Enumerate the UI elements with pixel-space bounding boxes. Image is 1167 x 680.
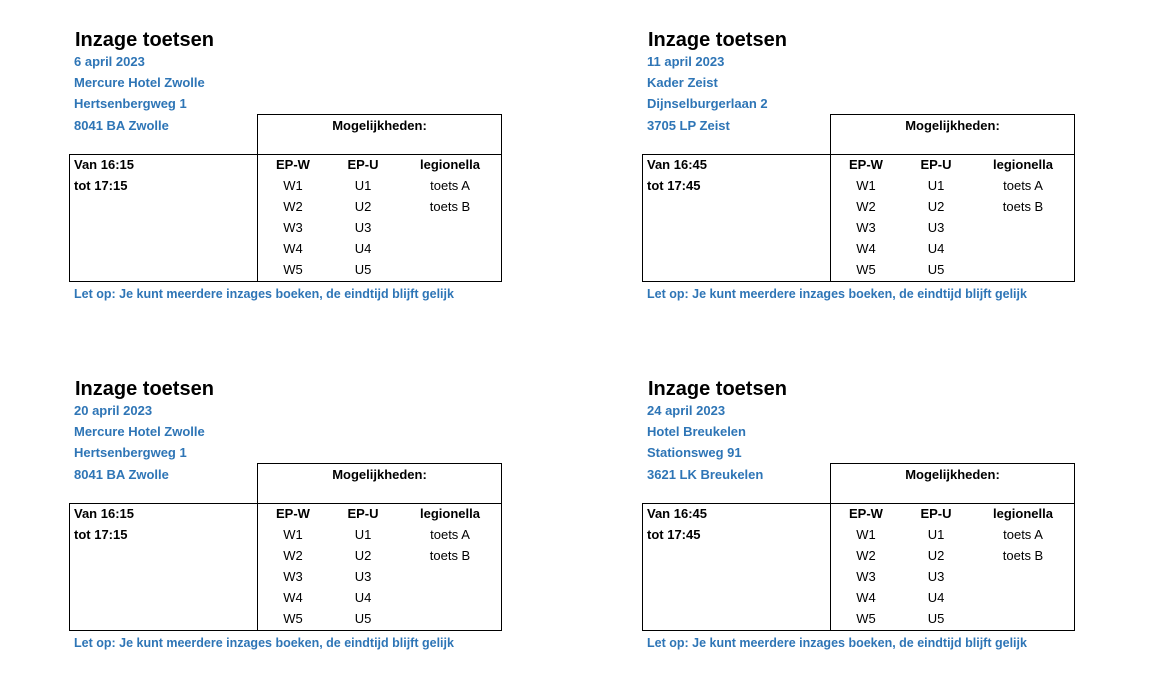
option-ep-u: U2 [927,548,945,563]
option-ep-w: W1 [283,527,303,542]
options-table [69,503,502,631]
option-ep-u: U3 [354,220,372,235]
time-from: Van 16:15 [74,157,134,172]
block-venue: Hotel Breukelen [647,424,746,439]
option-ep-w: W2 [856,199,876,214]
block-city: 8041 BA Zwolle [74,467,169,482]
options-header: Mogelijkheden: [332,118,427,133]
option-ep-u: U4 [354,241,372,256]
booking-note: Let op: Je kunt meerdere inzages boeken, de eindtijd blijft gelijk [647,287,1027,301]
time-until: tot 17:45 [647,178,701,193]
block-title: Inzage toetsen [648,29,787,51]
time-until: tot 17:45 [647,527,701,542]
booking-note: Let op: Je kunt meerdere inzages boeken, de eindtijd blijft gelijk [647,636,1027,650]
block-venue: Kader Zeist [647,75,718,90]
column-header-ep-w: EP-W [276,157,310,172]
block-street: Hertsenbergweg 1 [74,445,187,460]
option-ep-u: U4 [927,241,945,256]
option-legionella: toets A [1003,178,1043,193]
option-ep-w: W3 [283,569,303,584]
option-ep-u: U3 [927,220,945,235]
column-header-ep-w: EP-W [276,506,310,521]
block-city: 3621 LK Breukelen [647,467,764,482]
option-ep-w: W2 [283,548,303,563]
option-ep-u: U5 [927,262,945,277]
option-ep-w: W5 [283,262,303,277]
block-city: 3705 LP Zeist [647,118,730,133]
option-ep-w: W3 [856,569,876,584]
block-date: 6 april 2023 [74,54,145,69]
option-ep-w: W5 [856,262,876,277]
time-from: Van 16:45 [647,506,707,521]
options-header-box [257,463,502,503]
block-street: Stationsweg 91 [647,445,742,460]
schedule-block [642,28,1082,328]
time-until: tot 17:15 [74,178,128,193]
options-header-box [830,463,1075,503]
option-ep-u: U2 [354,548,372,563]
block-street: Dijnselburgerlaan 2 [647,96,768,111]
option-ep-u: U2 [354,199,372,214]
schedule-block [69,377,509,677]
option-ep-u: U1 [927,178,945,193]
block-street: Hertsenbergweg 1 [74,96,187,111]
block-title: Inzage toetsen [648,378,787,400]
options-header: Mogelijkheden: [905,467,1000,482]
option-ep-u: U5 [354,262,372,277]
block-date: 20 april 2023 [74,403,153,418]
column-header-legionella: legionella [993,157,1053,172]
options-header: Mogelijkheden: [905,118,1000,133]
block-date: 24 april 2023 [647,403,726,418]
option-ep-u: U1 [354,527,372,542]
block-venue: Mercure Hotel Zwolle [74,424,205,439]
option-legionella: toets B [429,548,471,563]
column-header-legionella: legionella [993,506,1053,521]
column-header-legionella: legionella [420,157,480,172]
option-legionella: toets A [430,178,470,193]
time-from: Van 16:45 [647,157,707,172]
block-title: Inzage toetsen [75,29,214,51]
schedule-block [69,28,509,328]
option-ep-w: W1 [856,527,876,542]
column-header-ep-w: EP-W [849,506,883,521]
option-legionella: toets B [1002,548,1044,563]
column-header-ep-u: EP-U [920,157,952,172]
booking-note: Let op: Je kunt meerdere inzages boeken, de eindtijd blijft gelijk [74,636,454,650]
option-ep-w: W4 [856,241,876,256]
option-ep-w: W4 [283,241,303,256]
options-table [642,154,1075,282]
option-legionella: toets B [429,199,471,214]
option-legionella: toets A [1003,527,1043,542]
block-date: 11 april 2023 [647,54,725,69]
options-table [69,154,502,282]
option-ep-w: W5 [856,611,876,626]
column-header-ep-u: EP-U [920,506,952,521]
option-ep-w: W2 [283,199,303,214]
column-header-legionella: legionella [420,506,480,521]
options-header-box [257,114,502,154]
block-city: 8041 BA Zwolle [74,118,169,133]
time-from: Van 16:15 [74,506,134,521]
option-legionella: toets B [1002,199,1044,214]
booking-note: Let op: Je kunt meerdere inzages boeken, de eindtijd blijft gelijk [74,287,454,301]
option-ep-u: U4 [927,590,945,605]
column-header-ep-u: EP-U [347,506,379,521]
option-ep-w: W1 [283,178,303,193]
schedule-block [642,377,1082,677]
column-header-ep-w: EP-W [849,157,883,172]
option-ep-w: W1 [856,178,876,193]
column-header-ep-u: EP-U [347,157,379,172]
time-until: tot 17:15 [74,527,128,542]
block-title: Inzage toetsen [75,378,214,400]
option-ep-u: U5 [927,611,945,626]
option-legionella: toets A [430,527,470,542]
option-ep-w: W5 [283,611,303,626]
option-ep-u: U5 [354,611,372,626]
option-ep-w: W4 [283,590,303,605]
option-ep-w: W4 [856,590,876,605]
option-ep-u: U3 [927,569,945,584]
option-ep-u: U1 [354,178,372,193]
block-venue: Mercure Hotel Zwolle [74,75,205,90]
option-ep-w: W2 [856,548,876,563]
option-ep-u: U3 [354,569,372,584]
options-table [642,503,1075,631]
option-ep-u: U2 [927,199,945,214]
option-ep-w: W3 [856,220,876,235]
options-header: Mogelijkheden: [332,467,427,482]
option-ep-u: U4 [354,590,372,605]
options-header-box [830,114,1075,154]
option-ep-w: W3 [283,220,303,235]
option-ep-u: U1 [927,527,945,542]
